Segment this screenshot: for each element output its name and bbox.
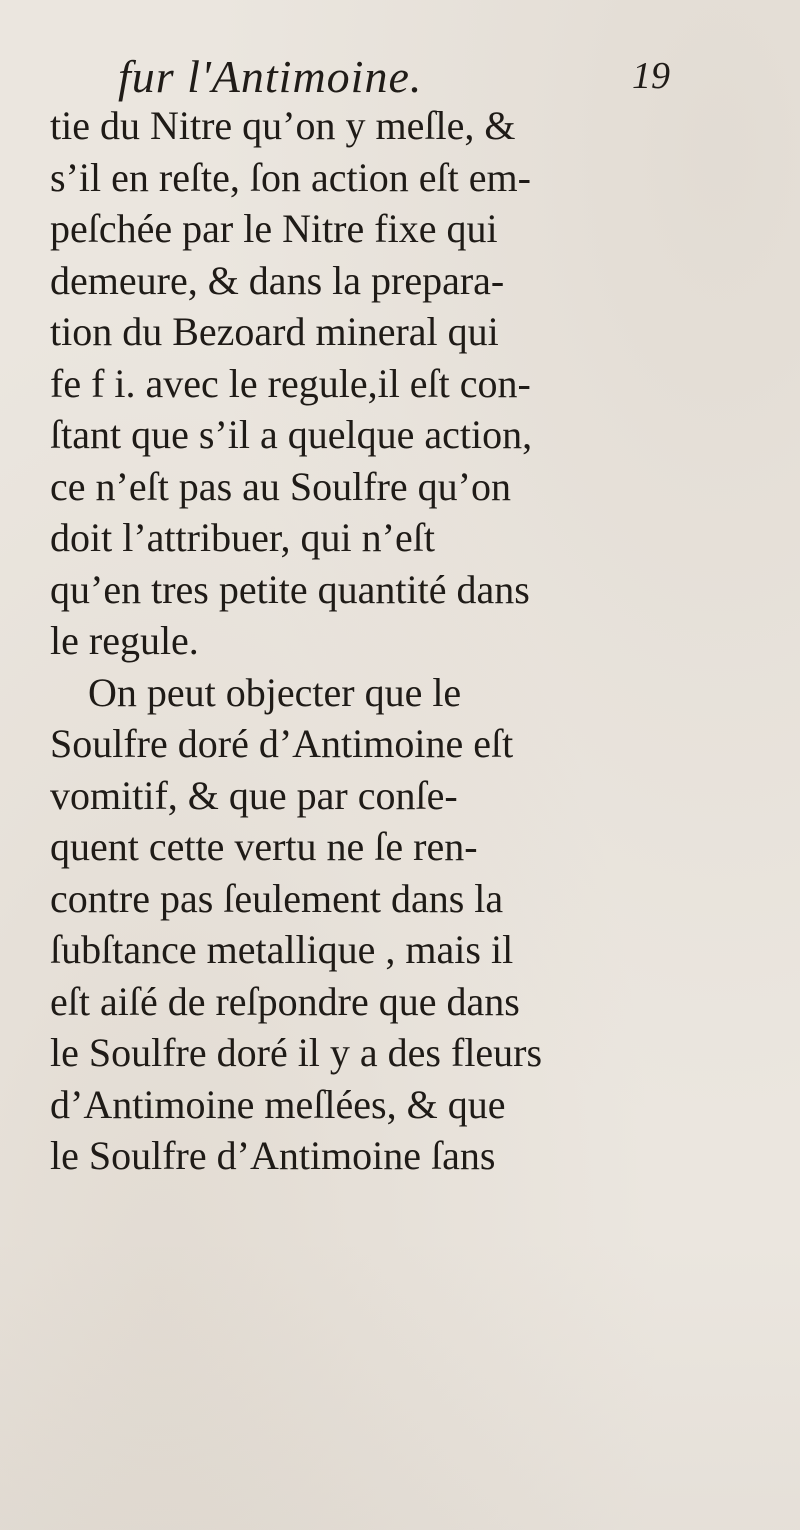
text-line: le Soulfre d’Antimoine ſans <box>50 1133 496 1178</box>
page-bottom-margin <box>0 1240 800 1530</box>
text-line: Soulfre doré d’Antimoine eſt <box>50 721 514 766</box>
paragraph-start-line: On peut objecter que le <box>88 669 462 715</box>
text-line: s’il en reſte, ſon action eſt em- <box>50 154 531 200</box>
text-line: eſt aiſé de reſpondre que dans <box>50 978 520 1024</box>
text-line: ſubſtance metallique , mais il <box>50 927 514 972</box>
text-line: fe f i. avec le regule,il eſt con- <box>50 360 531 406</box>
text-line: tion du Bezoard mineral qui <box>50 309 499 354</box>
text-line: le regule. <box>50 618 199 663</box>
body-text <box>50 100 760 1182</box>
text-line: ce n’eſt pas au Soulfre qu’on <box>50 463 511 509</box>
text-line: contre pas ſeulement dans la <box>50 875 504 921</box>
text-line: quent cette vertu ne ſe ren- <box>50 824 478 869</box>
text-line: tie du Nitre qu’on y meſle, & <box>50 103 516 148</box>
running-title: fur l'Antimoine. <box>118 51 423 102</box>
text-line: le Soulfre doré il y a des fleurs <box>50 1030 543 1075</box>
text-line: peſchée par le Nitre fixe qui <box>50 206 498 251</box>
text-line: qu’en tres petite quantité dans <box>50 566 530 612</box>
page-number: 19 <box>632 55 670 97</box>
text-line: ſtant que s’il a quelque action, <box>50 412 533 457</box>
text-line: demeure, & dans la prepara- <box>50 257 505 303</box>
text-line: doit l’attribuer, qui n’eſt <box>50 515 435 560</box>
text-line: vomitif, & que par conſe- <box>50 772 458 818</box>
text-line: d’Antimoine meſlées, & que <box>50 1081 506 1127</box>
